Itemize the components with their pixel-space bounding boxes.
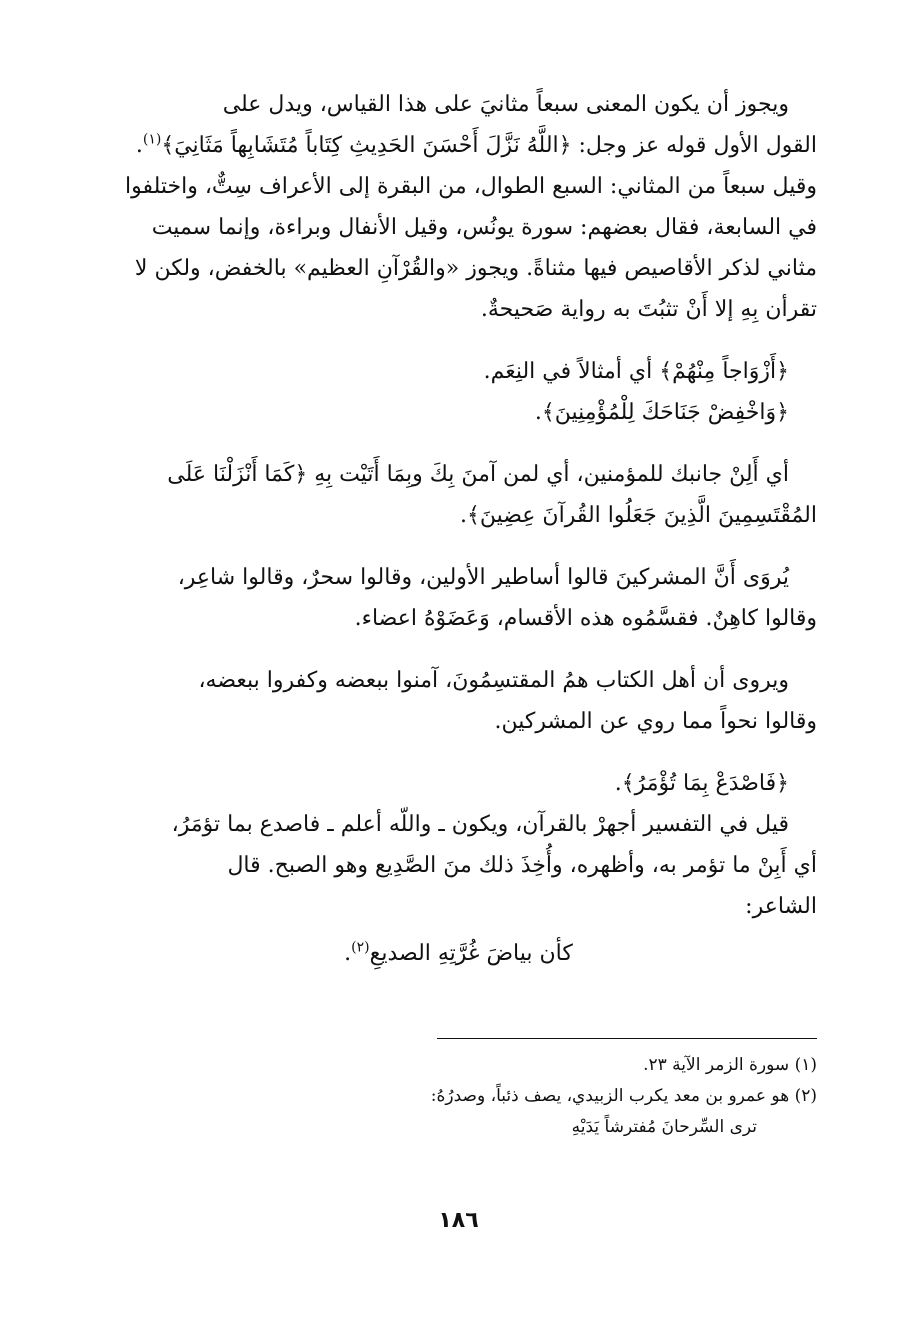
paragraph-1-line-6: تقرأن بِهِ إلا أَنْ تثبُتَ به رواية صَحيحةٌ.	[480, 297, 817, 322]
paragraph-3-line-1: يُروَى أَنَّ المشركينَ قالوا أساطير الأولين، وقالوا سحرٌ، وقالوا شاعِر،	[177, 565, 789, 590]
poem-period: .	[344, 941, 352, 966]
footnote-divider	[437, 1038, 817, 1039]
paragraph-1-line-5: مثاني لذكر الأقاصيص فيها مثناةً. ويجوز «والقُرْآنِ العظيم» بالخفض، ولكن لا	[134, 256, 817, 281]
paragraph-4-line-1: ويروى أن أهل الكتاب همُ المقتسِمُونَ، آمنوا ببعضه وكفروا ببعضه،	[198, 668, 789, 693]
footnotes	[100, 1050, 817, 1143]
footnote-1: (١) سورة الزمر الآية ٢٣.	[643, 1055, 817, 1075]
poem-line	[100, 933, 817, 974]
paragraph-5-line-3: الشاعر:	[745, 894, 817, 919]
verse-wakhfid: ﴿وَاخْفِضْ جَنَاحَكَ لِلْمُؤْمِنِينَ﴾.	[534, 400, 789, 425]
paragraph-1-line-2	[100, 125, 817, 166]
paragraph-4-line-2: وقالوا نحواً مما روي عن المشركين.	[494, 709, 817, 734]
period: .	[135, 133, 143, 158]
paragraph-1-line-4: في السابعة، فقال بعضهم: سورة يونُس، وقيل الأنفال وبراءة، وإنما سميت	[151, 215, 817, 240]
paragraph-3-line-2: وقالوا كاهِنٌ. فقسَّمُوه هذه الأقسام، وَعَضَوْهُ اعضاء.	[354, 606, 817, 631]
paragraph-5-line-2: أي أَبِنْ ما تؤمر به، وأظهره، وأُخِذَ ذلك منَ الصَّدِيع وهو الصبح. قال	[227, 853, 817, 878]
main-text	[100, 84, 817, 974]
paragraph-2-line-1: أي أَلِنْ جانبك للمؤمنين، أي لمن آمنَ بِكَ وبِمَا أَتَيْت بِهِ ﴿كَمَا أَنْزَلْنَا عَلَى	[167, 462, 789, 487]
paragraph-2-line-2: المُقْتَسِمِينَ الَّذِينَ جَعَلُوا القُرآنَ عِضِينَ﴾.	[459, 503, 817, 528]
paragraph-1-line-1: ويجوز أن يكون المعنى سبعاً مثانيَ على هذا القياس، ويدل على	[222, 92, 789, 117]
footnote-2-verse: ترى السِّرحانَ مُفترشاً يَدَيْهِ	[571, 1117, 757, 1137]
footnote-2: (٢) هو عمرو بن معد يكرب الزبيدي، يصف ذئباً، وصدرُهُ:	[430, 1086, 817, 1106]
footnote-ref-1: (١)	[142, 131, 162, 148]
paragraph-1-line-3: وقيل سبعاً من المثاني: السبع الطوال، من البقرة إلى الأعراف سِتٌّ، واختلفوا	[124, 174, 817, 199]
page-number: ١٨٦	[438, 1208, 479, 1233]
paragraph-5-line-1: قيل في التفسير أجهرْ بالقرآن، ويكون ـ واللّه أعلم ـ فاصدع بما تؤمَرُ،	[171, 812, 789, 837]
verse-fasda: ﴿فَاصْدَعْ بِمَا تُؤْمَرُ﴾.	[614, 771, 789, 796]
quran-quote-zumar: القول الأول قوله عز وجل: ﴿اللَّهُ نَزَّلَ أَحْسَنَ الحَدِيثِ كِتَاباً مُتَشَابِهاً مَثَانِيَ﴾	[161, 133, 817, 158]
poem-text: كأن بياضَ غُرَّتِهِ الصديعِ	[369, 941, 573, 966]
verse-azwaja: ﴿أَزْوَاجاً مِنْهُمْ﴾ أي أمثالاً في النِعَم.	[483, 359, 789, 384]
footnote-ref-2: (٢)	[351, 939, 370, 956]
